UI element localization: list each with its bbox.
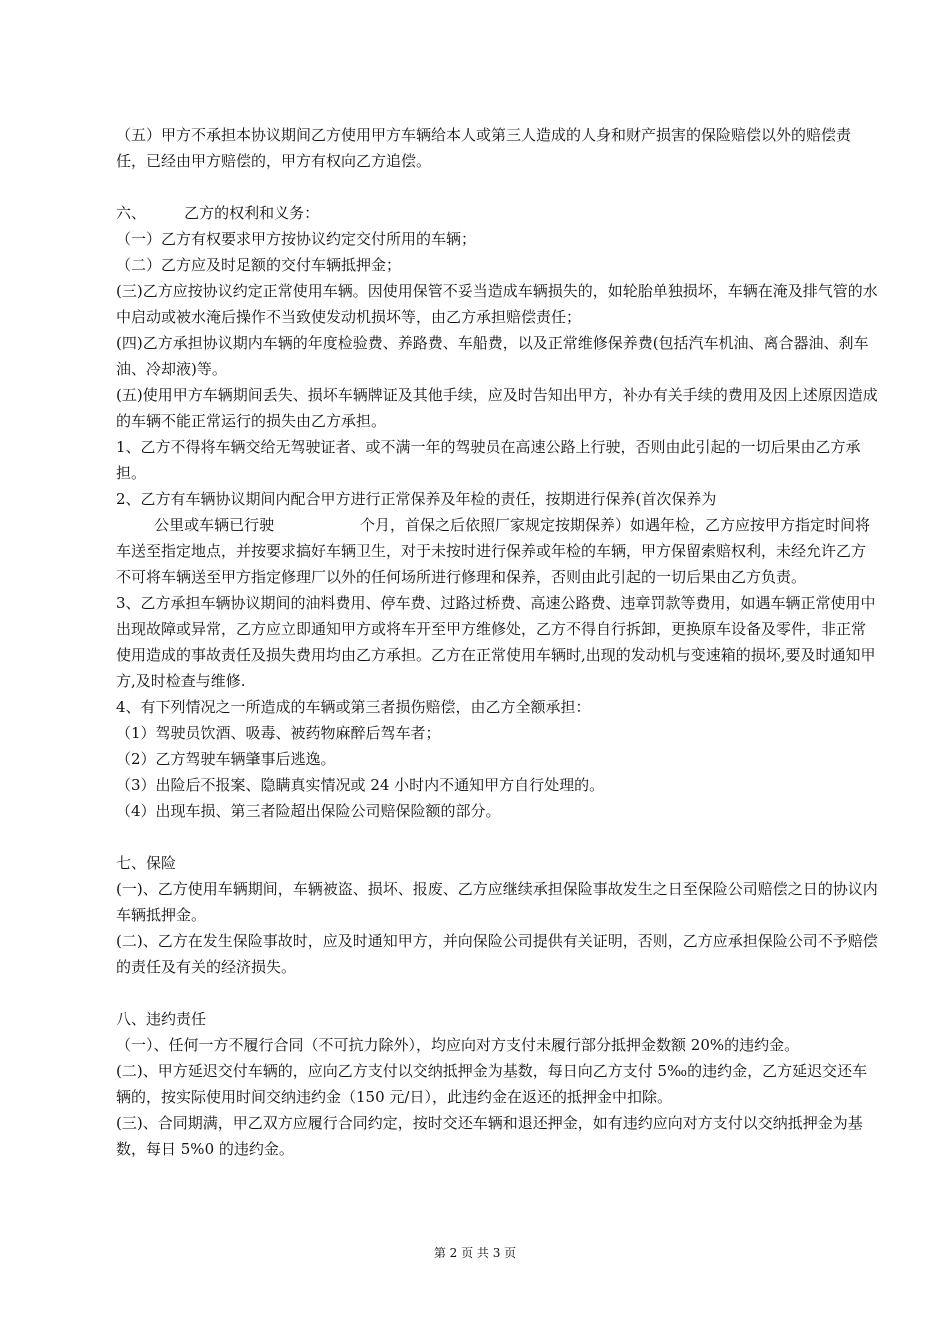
list-item: （2）乙方驾驶车辆肇事后逃逸。 <box>116 750 336 768</box>
paragraph: （一）乙方有权要求甲方按协议约定交付所用的车辆； <box>116 230 477 248</box>
list-item: （1）驾驶员饮酒、吸毒、被药物麻醉后驾车者； <box>116 724 441 742</box>
paragraph: (一)、乙方使用车辆期间，车辆被盗、损坏、报废、乙方应继续承担保险事故发生之日至保险公司赔偿之日的协议内车辆抵押金。 <box>116 880 878 924</box>
paragraph: (三)乙方应按协议约定正常使用车辆。因使用保管不妥当造成车辆损失的，如轮胎单独损坏，车辆在淹及排气管的水中启动或被水淹后操作不当致使发动机损坏等，由乙方承担赔偿责任； <box>116 282 878 326</box>
blank-line <box>116 980 878 1006</box>
blank-line <box>116 174 878 200</box>
section-heading: 六、 乙方的权利和义务： <box>116 204 320 222</box>
paragraph: 4、有下列情况之一所造成的车辆或第三者损伤赔偿，由乙方全额承担： <box>116 698 591 716</box>
section-heading: 七、保险 <box>116 854 177 872</box>
section-party-a-liability <box>116 122 878 174</box>
paragraph: 2、乙方有车辆协议期间内配合甲方进行正常保养及年检的责任，按期进行保养(首次保养为 <box>116 490 717 508</box>
paragraph: (五)使用甲方车辆期间丢失、损坏车辆牌证及其他手续，应及时告知出甲方，补办有关手续的费用及因上述原因造成的车辆不能正常运行的损失由乙方承担。 <box>116 386 878 430</box>
paragraph: （二）乙方应及时足额的交付车辆抵押金； <box>116 256 402 274</box>
paragraph: (四)乙方承担协议期内车辆的年度检验费、养路费、车船费，以及正常维修保养费(包括汽车机油、离合器油、刹车油、冷却液)等。 <box>116 334 869 378</box>
paragraph: 1、乙方不得将车辆交给无驾驶证者、或不满一年的驾驶员在高速公路上行驶，否则由此引起的一切后果由乙方承担。 <box>116 438 861 482</box>
page-number: 第 2 页 共 3 页 <box>433 1246 517 1260</box>
list-item: （4）出现车损、第三者险超出保险公司赔保险额的部分。 <box>116 802 501 820</box>
paragraph: （一）、任何一方不履行合同（不可抗力除外），均应向对方支付未履行部分抵押金数额 20%的违约金。 <box>116 1036 800 1054</box>
paragraph: 公里或车辆已行驶 个月，首保之后依照厂家规定按期保养）如遇年检，乙方应按甲方指定时间将车送至指定地点，并按要求搞好车辆卫生，对于未按时进行保养或年检的车辆，甲方保留索赔权利，未经允许乙方不可将车辆送至甲方指定修理厂以外的任何场所进行修理和保养，否则由此引起的一切后果由乙方负责。 <box>116 516 870 586</box>
blank-line <box>116 824 878 850</box>
section-breach-liability <box>116 1006 878 1162</box>
paragraph: （五）甲方不承担本协议期间乙方使用甲方车辆给本人或第三人造成的人身和财产损害的保险赔偿以外的赔偿责任，已经由甲方赔偿的，甲方有权向乙方追偿。 <box>116 126 852 170</box>
section-heading: 八、违约责任 <box>116 1010 207 1028</box>
paragraph: (三)、合同期满，甲乙双方应履行合同约定，按时交还车辆和退还押金，如有违约应向对方支付以交纳抵押金为基数，每日 5%0 的违约金。 <box>116 1114 863 1158</box>
paragraph: 3、乙方承担车辆协议期间的油料费用、停车费、过路过桥费、高速公路费、违章罚款等费用，如遇车辆正常使用中出现故障或异常，乙方应立即通知甲方或将车开至甲方维修处，乙方不得自行拆卸，更换原车设备及零件，非正常使用造成的事故责任及损失费用均由乙方承担。乙方在正常使用车辆时,出现的发动机与变速箱的损坏,要及时通知甲方,及时检查与维修. <box>116 594 876 690</box>
list-item: （3）出险后不报案、隐瞒真实情况或 24 小时内不通知甲方自行处理的。 <box>116 776 605 794</box>
paragraph: (二)、甲方延迟交付车辆的，应向乙方支付以交纳抵押金为基数，每日向乙方支付 5‰的违约金，乙方延迟交还车辆的，按实际使用时间交纳违约金（150 元/日），此违约金在返还的抵押金中扣除。 <box>116 1062 868 1106</box>
paragraph: (二)、乙方在发生保险事故时，应及时通知甲方，并向保险公司提供有关证明，否则，乙方应承担保险公司不予赔偿的责任及有关的经济损失。 <box>116 932 878 976</box>
section-party-b-rights-obligations <box>116 200 878 824</box>
section-insurance <box>116 850 878 980</box>
document-body <box>116 122 878 1162</box>
